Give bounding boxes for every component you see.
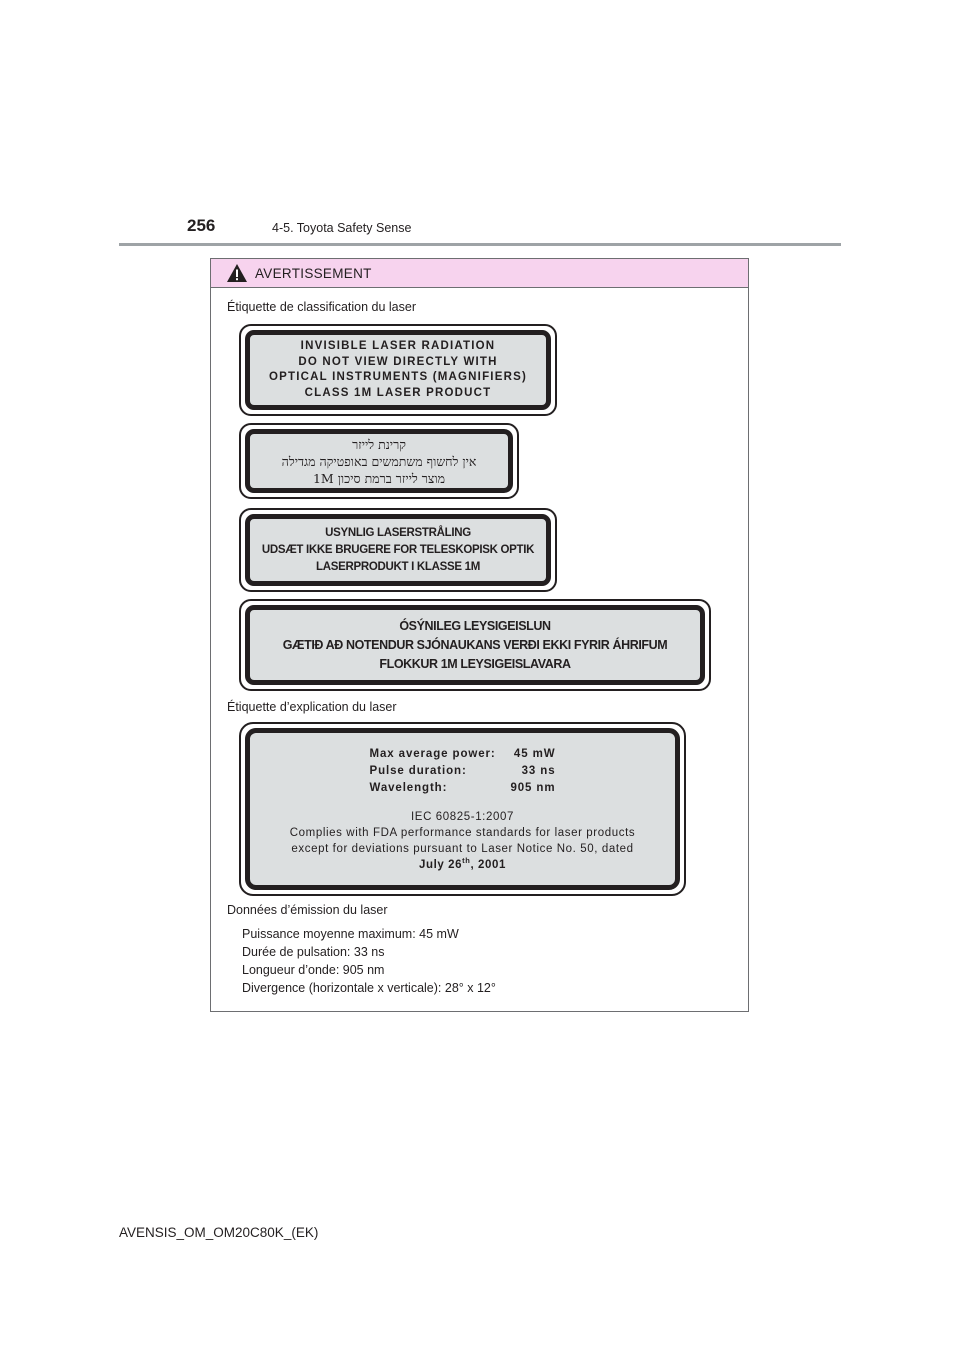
caption-explanation: Étiquette d’explication du laser <box>227 700 397 714</box>
header-divider <box>119 243 841 246</box>
caption-classification: Étiquette de classification du laser <box>227 300 416 314</box>
page-number: 256 <box>187 216 216 235</box>
label-line: LASERPRODUKT I KLASSE 1M <box>315 560 481 573</box>
label-line: FLOKKUR 1M LEYSIGEISLAVARA <box>379 656 571 671</box>
warning-triangle-icon <box>226 263 248 283</box>
label-line: OPTICAL INSTRUMENTS (MAGNIFIERS) <box>269 371 527 383</box>
compliance-text: except for deviations pursuant to Laser Notice No. 50, dated <box>291 842 634 855</box>
label-line: UDSÆT IKKE BRUGERE FOR TELESKOPISK OPTIK <box>261 543 535 556</box>
document-id: AVENSIS_OM_OM20C80K_(EK) <box>119 1225 319 1240</box>
spec-table <box>370 746 556 797</box>
spec-value: 33 ns <box>521 764 556 777</box>
label-line: קרינת לייזר <box>352 436 406 452</box>
label-line: DO NOT VIEW DIRECTLY WITH <box>298 355 498 368</box>
section-title: 4-5. Toyota Safety Sense <box>272 221 412 235</box>
caption-emission: Données d’émission du laser <box>227 903 388 917</box>
list-item: Longueur d’onde: 905 nm <box>242 963 385 977</box>
spec-value: 905 nm <box>510 781 556 794</box>
label-line: מוצר לייזר ברמת סיכון 1M <box>312 470 446 486</box>
laser-label-danish <box>239 508 557 592</box>
spec-name: Pulse duration: <box>369 764 467 777</box>
laser-explanation-label <box>239 722 686 896</box>
emission-data-list <box>242 925 496 997</box>
laser-label-english <box>239 324 557 416</box>
compliance-text: Complies with FDA performance standards for laser products <box>289 826 636 839</box>
spec-name: Wavelength: <box>369 781 448 794</box>
label-line: ÓSÝNILEG LEYSIGEISLUN <box>399 618 551 633</box>
spec-value: 45 mW <box>513 747 556 760</box>
compliance-date: July 26th, 2001 <box>418 855 507 871</box>
list-item: Puissance moyenne maximum: 45 mW <box>242 927 459 941</box>
laser-label-hebrew <box>239 423 519 499</box>
spec-name: Max average power: <box>369 747 496 760</box>
laser-label-icelandic <box>239 599 711 691</box>
label-line: INVISIBLE LASER RADIATION <box>300 340 496 352</box>
label-line: USYNLIG LASERSTRÅLING <box>325 526 471 539</box>
label-line: CLASS 1M LASER PRODUCT <box>304 386 492 399</box>
list-item: Divergence (horizontale x verticale): 28° x 12° <box>242 981 496 995</box>
warning-title: AVERTISSEMENT <box>255 265 372 281</box>
label-line: GÆTIÐ AÐ NOTENDUR SJÓNAUKANS VERÐI EKKI FYRIR ÁHRIFUM <box>282 637 668 652</box>
list-item: Durée de pulsation: 33 ns <box>242 945 385 959</box>
standard-text: IEC 60825-1:2007 <box>411 810 514 823</box>
label-line: אין לחשוף משתמשים באופטיקה מגדילה <box>281 453 477 469</box>
warning-header <box>211 259 748 288</box>
